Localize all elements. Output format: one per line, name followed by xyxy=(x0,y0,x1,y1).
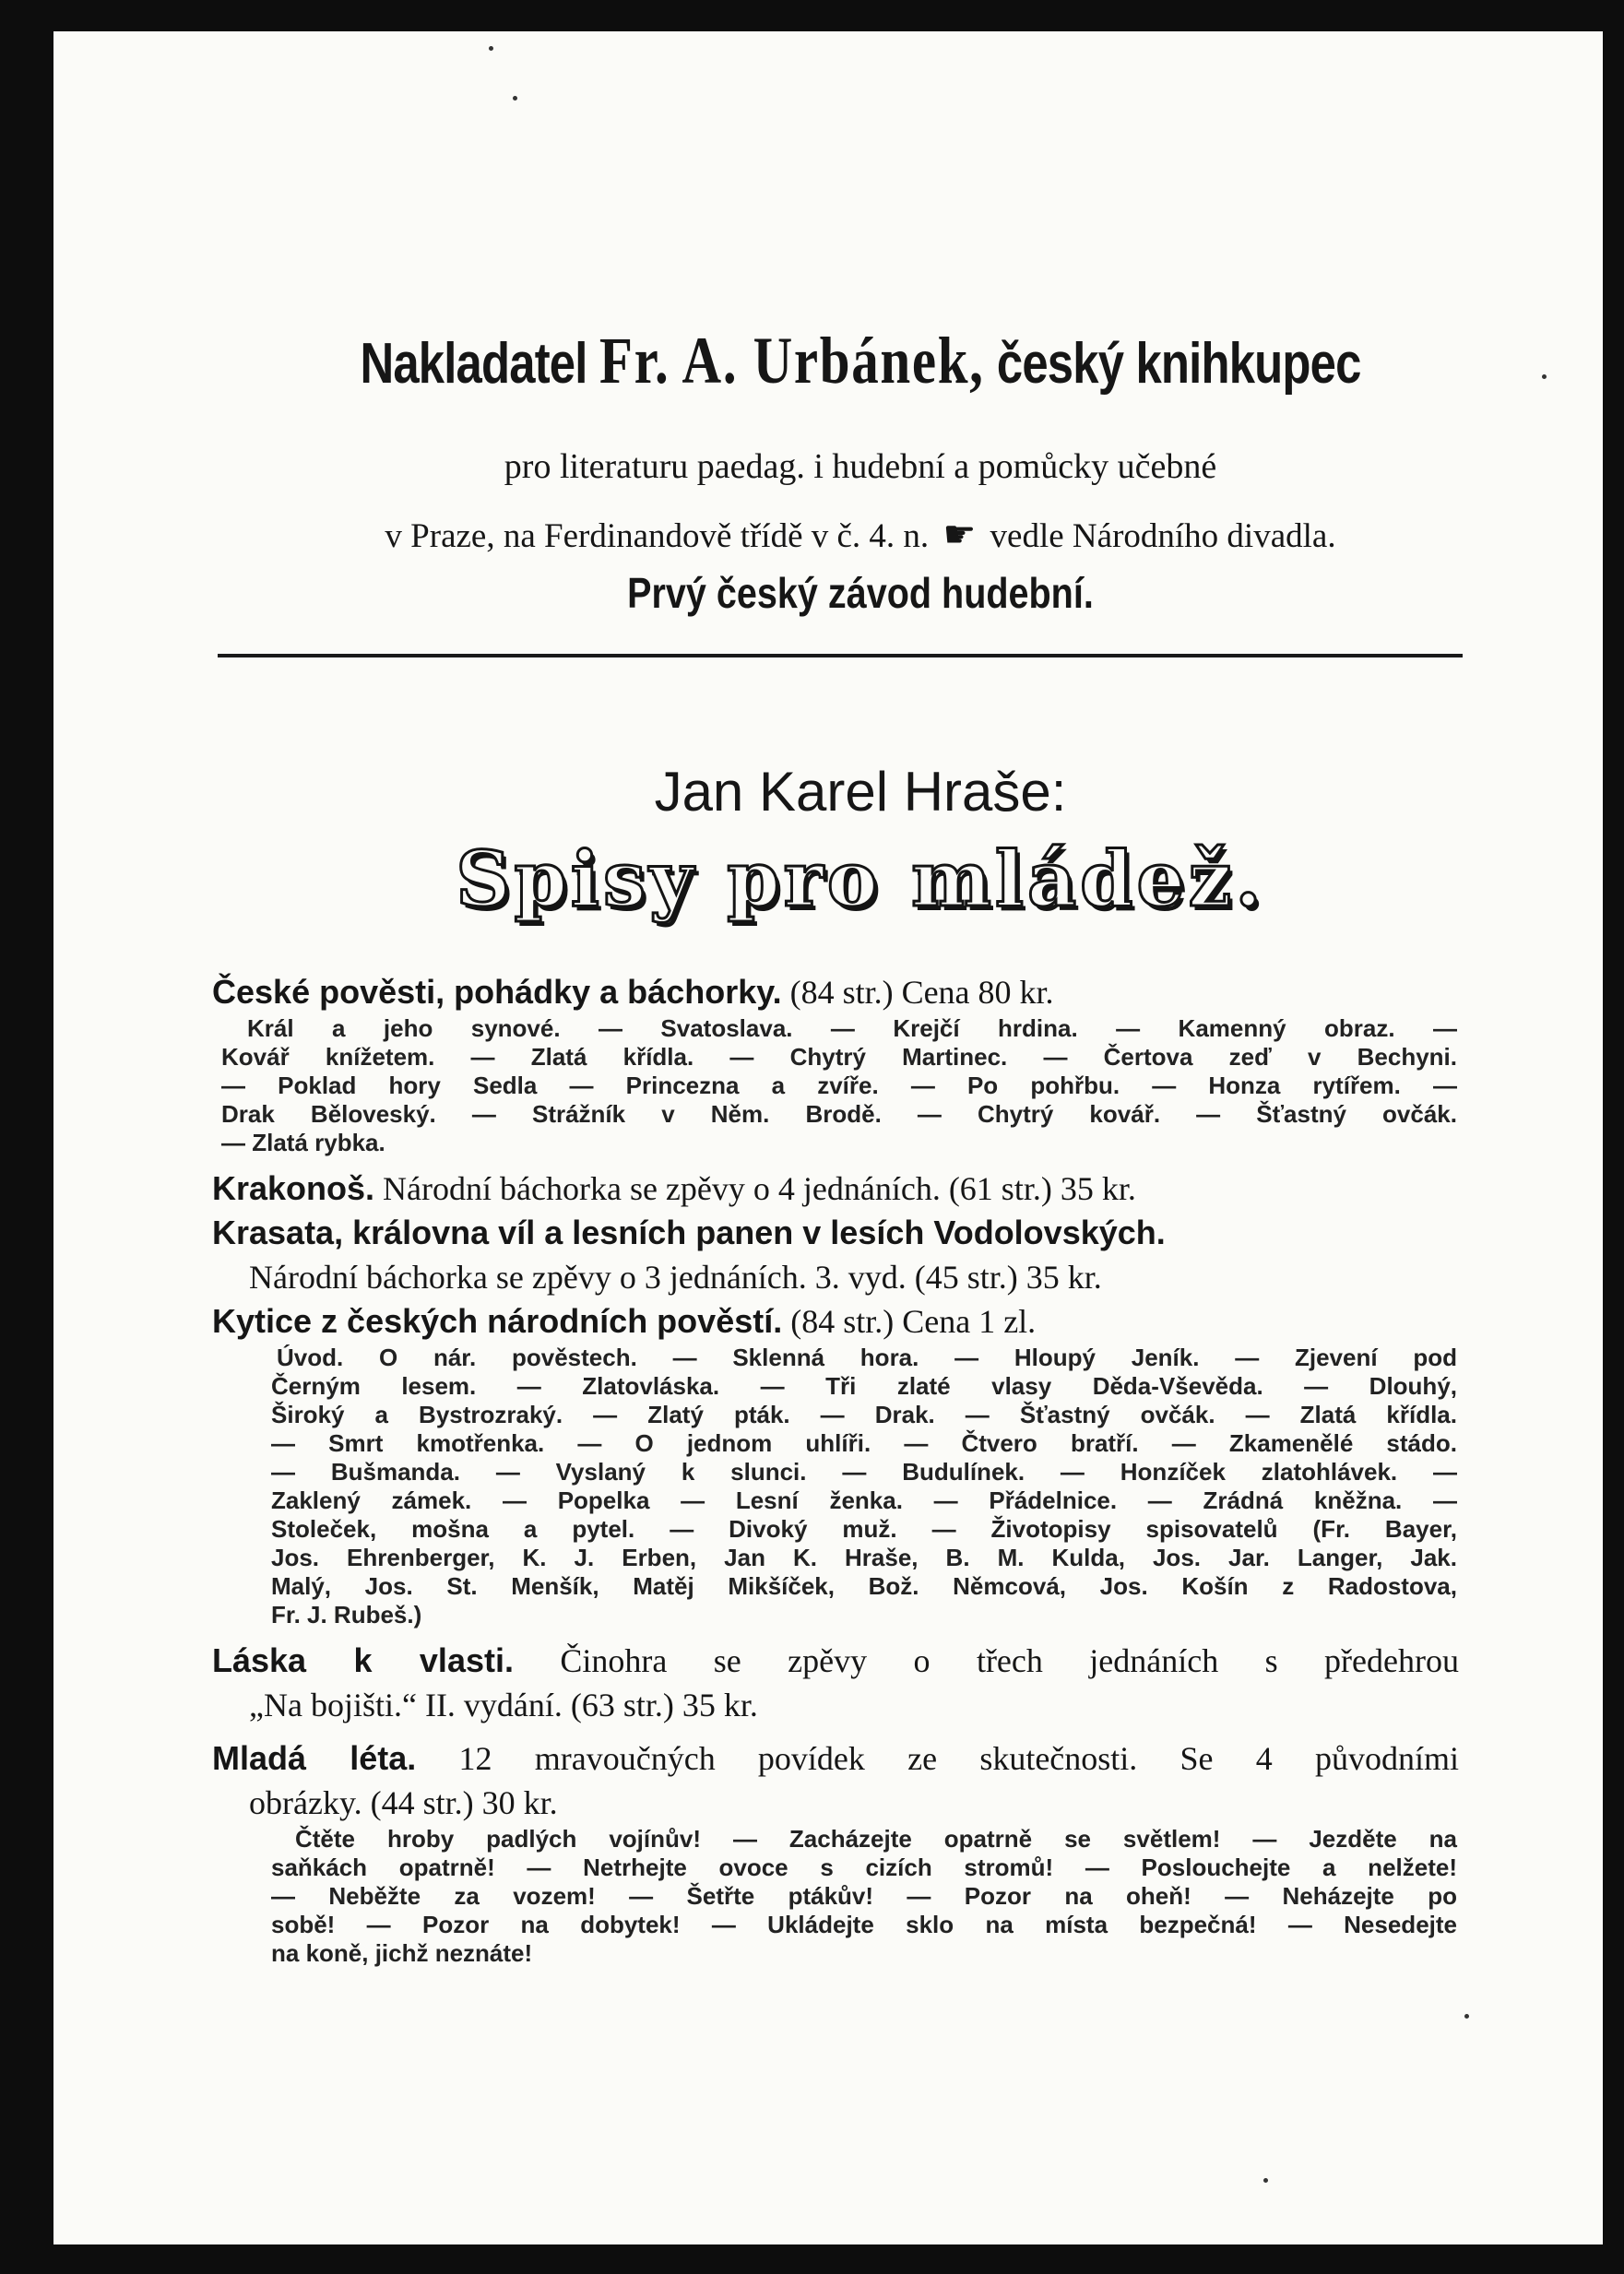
publisher-suffix: český knihkupec xyxy=(996,332,1361,396)
scan-speck xyxy=(489,46,493,51)
publisher-heading xyxy=(346,323,1374,399)
list-item xyxy=(212,1167,1459,1211)
scan-speck xyxy=(513,96,517,101)
entry-contents-line: — Smrt kmotřenka. — O jednom uhlíři. — Čtvero bratří. — Zkamenělé stádo. xyxy=(271,1429,1457,1457)
entry-contents-line: Stoleček, mošna a pytel. — Divoký muž. — Životopisy spisovatelů (Fr. Bayer, xyxy=(271,1515,1457,1543)
entry-title: České pověsti, pohádky a báchorky. xyxy=(212,973,782,1011)
entry-contents-line: Kovář knížetem. — Zlatá křídla. — Chytrý Martinec. — Čertova zeď v Bechyni. xyxy=(221,1043,1457,1071)
entry-title: Láska k vlasti. xyxy=(212,1641,514,1679)
entry-contents-line: Široký a Bystrozraký. — Zlatý pták. — Drak. — Šťastný ovčák. — Zlatá křídla. xyxy=(271,1401,1457,1428)
entry-contents-line: na koně, jichž neznáte! xyxy=(271,1939,533,1967)
entry-title: Mladá léta. xyxy=(212,1739,417,1777)
entry-details: Národní báchorka se zpěvy o 3 jednáních. 3. vyd. (45 str.) 35 kr. xyxy=(249,1259,1102,1296)
entry-contents-line: — Zlatá rybka. xyxy=(221,1129,385,1156)
entry-contents-line: Drak Běloveský. — Strážník v Něm. Brodě. — Chytrý kovář. — Šťastný ovčák. xyxy=(221,1100,1457,1128)
list-item xyxy=(212,1211,1459,1299)
entry-heading xyxy=(212,970,1459,1014)
entry-title: Kytice z českých národních pověstí. xyxy=(212,1302,783,1340)
entry-contents-line: Černým lesem. — Zlatovláska. — Tři zlaté vlasy Děda-Vševěda. — Dlouhý, xyxy=(271,1372,1457,1400)
entry-title: Krakonoš. xyxy=(212,1169,375,1207)
entry-contents-line: sobě! — Pozor na dobytek! — Ukládejte sklo na místa bezpečná! — Nesedejte xyxy=(271,1911,1457,1938)
list-item xyxy=(212,970,1459,1157)
scan-speck xyxy=(1263,2178,1268,2183)
publisher-prefix: Nakladatel xyxy=(360,332,587,396)
entry-heading xyxy=(212,1167,1459,1211)
entry-heading xyxy=(212,1639,1459,1683)
entry-list xyxy=(212,970,1459,1968)
entry-contents-line: — Poklad hory Sedla — Princezna a zvíře. — Po pohřbu. — Honza rytířem. — xyxy=(221,1072,1457,1099)
entry-heading xyxy=(212,1736,1459,1781)
entry-contents-line: — Bušmanda. — Vyslaný k slunci. — Budulínek. — Honzíček zlatohlávek. — xyxy=(271,1458,1457,1486)
address-start: v Praze, na Ferdinandově třídě v č. 4. n. xyxy=(385,517,930,555)
entry-contents-line: — Neběžte za vozem! — Šetřte ptákův! — Pozor na oheň! — Neházejte po xyxy=(271,1882,1457,1910)
entry-details-cont: „Na bojišti.“ II. vydání. (63 str.) 35 kr. xyxy=(249,1687,758,1723)
entry-details: (84 str.) Cena 1 zl. xyxy=(790,1303,1037,1340)
entry-details: 12 mravoučných povídek ze skutečnosti. Se 4 původními xyxy=(458,1740,1459,1777)
list-item xyxy=(212,1639,1459,1727)
entry-contents-line: Král a jeho synové. — Svatoslava. — Krejčí hrdina. — Kamenný obraz. — xyxy=(247,1014,1457,1042)
entry-contents-line: Fr. J. Rubeš.) xyxy=(271,1601,422,1629)
entry-contents-line: Jos. Ehrenberger, K. J. Erben, Jan K. Hraše, B. M. Kulda, Jos. Jar. Langer, Jak. xyxy=(271,1544,1457,1571)
entry-details: Činohra se zpěvy o třech jednáních s předehrou xyxy=(560,1642,1459,1679)
entry-details: Národní báchorka se zpěvy o 4 jednáních. (61 str.) 35 kr. xyxy=(383,1170,1136,1207)
divider-rule xyxy=(218,654,1463,657)
entry-details: (84 str.) Cena 80 kr. xyxy=(789,974,1054,1011)
book-author: Jan Karel Hraše: xyxy=(654,761,1067,823)
publisher-name: Fr. A. Urbánek, xyxy=(599,324,985,397)
publisher-address xyxy=(215,513,1506,556)
entry-contents-line: Malý, Jos. St. Menšík, Matěj Mikšíček, Bož. Němcová, Jos. Košín z Radostova, xyxy=(271,1572,1457,1600)
entry-details-cont: obrázky. (44 str.) 30 kr. xyxy=(249,1784,558,1821)
entry-title: Krasata, královna víl a lesních panen v lesích Vodolovských. xyxy=(212,1214,1166,1251)
publisher-subline: pro literaturu paedag. i hudební a pomůcky učebné xyxy=(504,447,1217,486)
entry-contents-line: Úvod. O nár. pověstech. — Sklenná hora. — Hloupý Jeník. — Zjevení pod xyxy=(277,1344,1457,1371)
scan-speck xyxy=(1464,2014,1469,2019)
entry-heading xyxy=(212,1299,1459,1344)
book-title: Spisy pro mládež. xyxy=(456,835,1265,924)
list-item xyxy=(212,1736,1459,1968)
address-end: vedle Národního divadla. xyxy=(990,517,1336,555)
entry-contents-line: saňkách opatrně! — Netrhejte ovoce s cizích stromů! — Poslouchejte a nelžete! xyxy=(271,1854,1457,1881)
entry-contents-line: Čtěte hroby padlých vojínův! — Zacházejte opatrně se světlem! — Jezděte na xyxy=(295,1825,1457,1853)
pointing-hand-icon: ☛ xyxy=(942,514,977,555)
page xyxy=(53,31,1603,2244)
entry-contents-line: Zaklený zámek. — Popelka — Lesní ženka. — Přádelnice. — Zrádná kněžna. — xyxy=(271,1486,1457,1514)
scan-speck xyxy=(1542,374,1547,379)
publisher-slogan: Prvý český závod hudební. xyxy=(627,569,1094,617)
list-item xyxy=(212,1299,1459,1629)
